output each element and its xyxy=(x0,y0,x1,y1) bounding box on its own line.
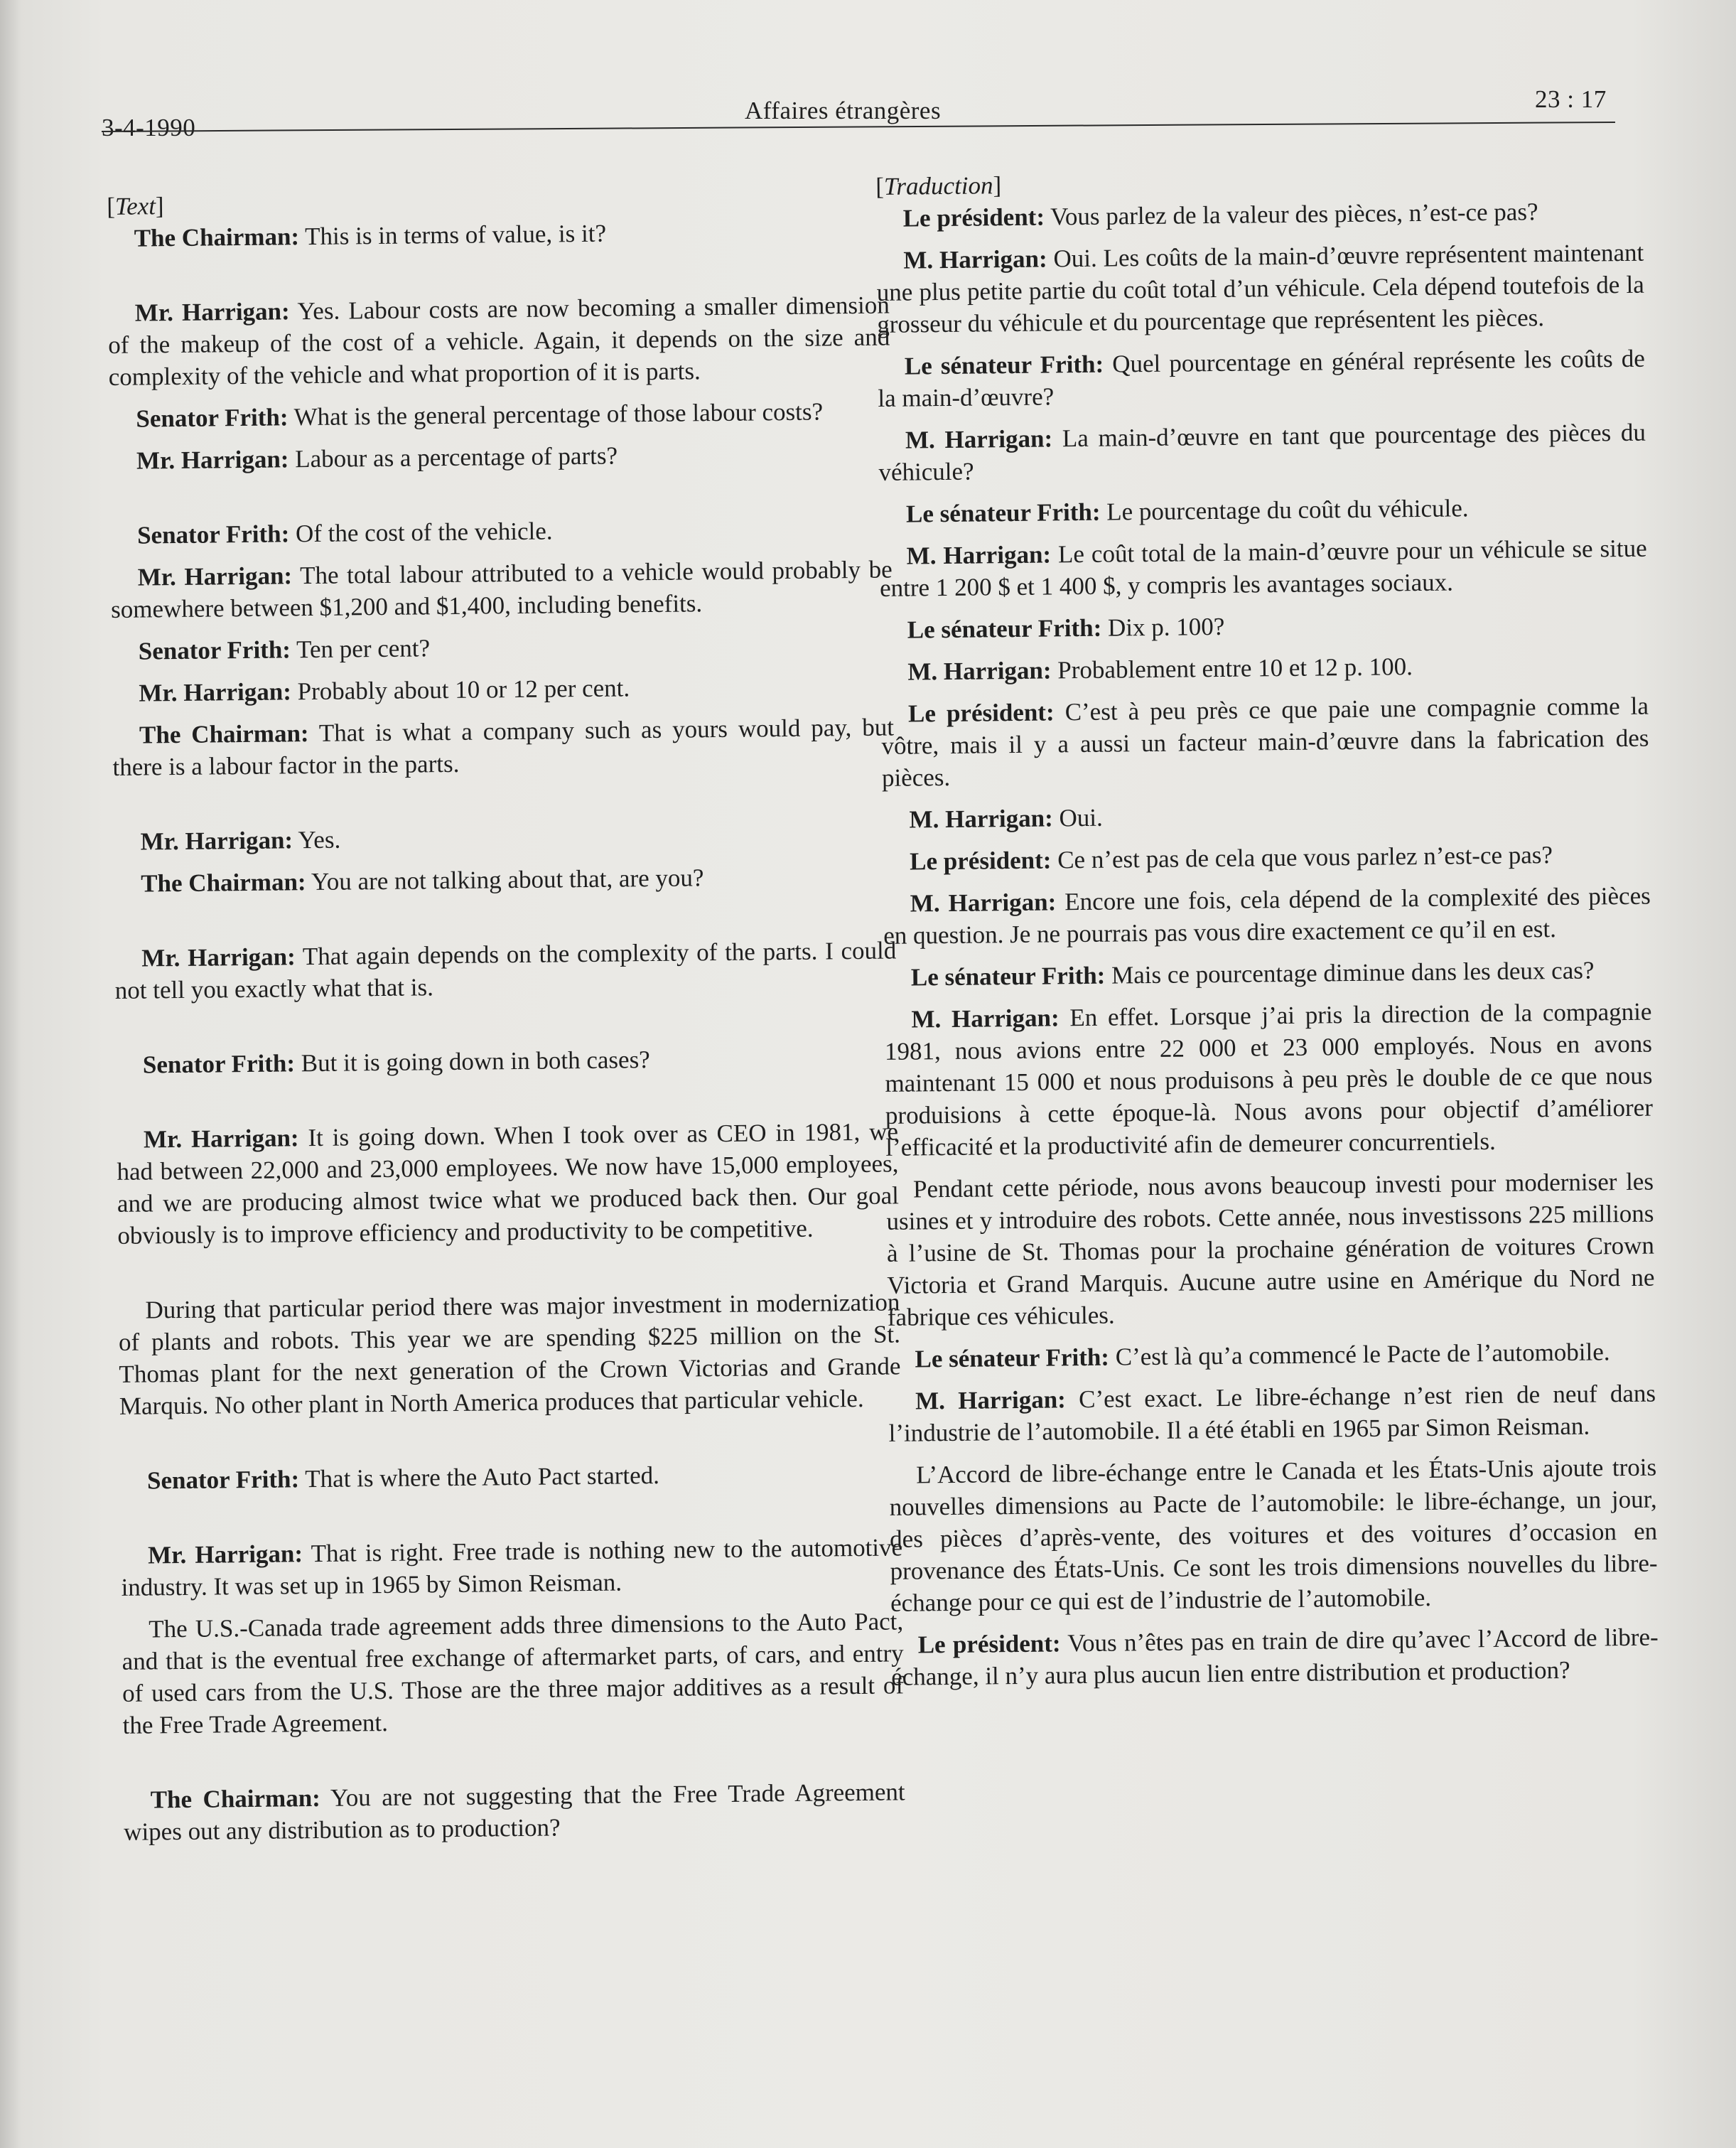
speech-text: What is the general percentage of those labour costs? xyxy=(288,397,824,431)
speaker-name: Le sénateur Frith: xyxy=(910,961,1106,992)
speech-text: Vous parlez de la valeur des pièces, n’est-ce pas? xyxy=(1044,198,1538,231)
transcript-paragraph xyxy=(108,289,890,393)
speaker-name: Le sénateur Frith: xyxy=(904,350,1104,380)
speaker-name: M. Harrigan: xyxy=(915,1385,1067,1415)
speaker-name: M. Harrigan: xyxy=(905,424,1053,454)
transcript-paragraph xyxy=(110,553,893,625)
column-tag: [Traduction] xyxy=(875,171,1002,200)
transcript-paragraph xyxy=(114,859,895,900)
speech-text: That again depends on the complexity of the parts. I could not tell you exactly what that is. xyxy=(114,936,897,1004)
speech-text: This is in terms of value, is it? xyxy=(298,219,607,251)
speech-text: Pendant cette période, nous avons beaucoup investi pour moderniser les usines et y introduire des robots. Cette année, nous investissons 225 millions à l’usine de St. Thomas pour la prochaine génération de voitures Crown Victoria et Grand Marquis. Aucune autre usine en Amérique du Nord ne fabrique ces véhicules. xyxy=(886,1167,1655,1331)
speech-text: That is what a company such as yours would pay, but there is a labour factor in the parts. xyxy=(112,713,895,781)
speaker-name: Mr. Harrigan: xyxy=(147,1540,303,1569)
french-column xyxy=(875,163,1659,1693)
speech-text: Ten per cent? xyxy=(290,634,431,664)
speaker-name: Mr. Harrigan: xyxy=(143,1124,299,1154)
column-tag-label: Traduction xyxy=(883,171,993,200)
transcript-paragraph xyxy=(889,1451,1658,1619)
speaker-name: Senator Frith: xyxy=(142,1049,296,1079)
speech-text: Mais ce pourcentage diminue dans les deux cas? xyxy=(1105,956,1595,989)
speech-text: Yes. Labour costs are now becoming a smaller dimension of the makeup of the cost of a vehicle. Again, it depends on the size and complexity of the vehicle and what proportion of it is parts. xyxy=(108,291,890,391)
transcript-paragraph xyxy=(888,1336,1655,1375)
speech-text: Probably about 10 or 12 per cent. xyxy=(291,674,630,706)
header-date: 3-4-1990 xyxy=(102,114,196,141)
speaker-name: Le sénateur Frith: xyxy=(915,1343,1110,1373)
transcript-paragraph xyxy=(876,237,1644,340)
speaker-name: Senator Frith: xyxy=(136,520,290,549)
speaker-name: Le président: xyxy=(907,698,1055,728)
speech-text: That is where the Auto Pact started. xyxy=(298,1461,660,1493)
page-edge-shadow xyxy=(0,0,21,2148)
speaker-name: The Chairman: xyxy=(150,1783,321,1814)
speech-text: Encore une fois, cela dépend de la complexité des pièces en question. Je ne pourrais pas vous dire exactement ce qu’il en est. xyxy=(883,881,1651,950)
speaker-name: Mr. Harrigan: xyxy=(139,677,292,707)
header-page-number: 23 : 17 xyxy=(1535,85,1607,113)
transcript-paragraph xyxy=(880,606,1648,646)
transcript-paragraph xyxy=(890,1621,1659,1693)
transcript-paragraph xyxy=(883,880,1651,952)
speaker-name: M. Harrigan: xyxy=(903,245,1047,274)
speech-text: C’est à peu près ce que paie une compagnie comme la vôtre, mais il y a aussi un facteur main-d’œuvre dans la fabrication des pièces. xyxy=(881,692,1649,792)
transcript-paragraph xyxy=(118,1286,901,1422)
speech-text: C’est exact. Le libre-échange n’est rien de neuf dans l’industrie de l’automobile. Il a été établi en 1965 par Simon Reisman. xyxy=(888,1379,1656,1447)
transcript-paragraph xyxy=(112,711,895,783)
speech-text: You are not suggesting that the Free Trade Agreement wipes out any distribution as to production? xyxy=(123,1778,905,1846)
speech-text: Probablement entre 10 et 12 p. 100. xyxy=(1051,653,1413,684)
speaker-name: Mr. Harrigan: xyxy=(136,445,289,475)
speech-text: Of the cost of the vehicle. xyxy=(289,517,553,548)
speech-text: Ce n’est pas de cela que vous parlez n’est-ce pas? xyxy=(1051,841,1553,874)
speech-text: C’est là qu’a commencé le Pacte de l’automobile. xyxy=(1109,1338,1610,1371)
column-tag: [Text] xyxy=(107,192,164,220)
transcript-paragraph xyxy=(116,1041,897,1081)
speaker-name: Mr. Harrigan: xyxy=(134,297,290,327)
speech-text: The U.S.-Canada trade agreement adds three dimensions to the Auto Pact, and that is the eventual free exchange of aftermarket parts, of cars, and entry of used cars from the U.S. Those are the three major additives as a result of the Free Trade Agreement. xyxy=(122,1607,905,1739)
column-tag-label: Text xyxy=(114,192,156,220)
transcript-paragraph xyxy=(884,954,1651,994)
transcript-paragraph xyxy=(881,690,1649,794)
transcript-paragraph xyxy=(883,838,1650,878)
transcript-paragraph xyxy=(878,417,1646,488)
speaker-name: Senator Frith: xyxy=(136,403,289,433)
speaker-name: The Chairman: xyxy=(139,719,309,749)
speech-text: La main-d’œuvre en tant que pourcentage des pièces du véhicule? xyxy=(878,418,1646,486)
transcript-paragraph xyxy=(879,532,1647,604)
speech-text: Yes. xyxy=(292,825,341,854)
speaker-name: Le sénateur Frith: xyxy=(907,613,1102,644)
speaker-name: M. Harrigan: xyxy=(909,804,1053,834)
speech-text: Le coût total de la main-d’œuvre pour un véhicule se situe entre 1 200 $ et 1 400 $, y compris les avantages sociaux. xyxy=(879,534,1647,602)
transcript-paragraph xyxy=(112,669,893,709)
speaker-name: M. Harrigan: xyxy=(911,1004,1060,1033)
english-column xyxy=(107,182,905,1847)
transcript-paragraph xyxy=(121,1531,903,1604)
speech-text: Labour as a percentage of parts? xyxy=(289,441,618,473)
transcript-paragraph xyxy=(888,1378,1656,1449)
transcript-paragraph xyxy=(109,394,890,435)
speaker-name: Mr. Harrigan: xyxy=(140,826,293,856)
transcript-paragraph xyxy=(880,648,1648,688)
speech-text: Oui. Les coûts de la main-d’œuvre représentent maintenant une plus petite partie du coût total d’un véhicule. Cela dépend toutefois de la grosseur du véhicule et du pourcentage que représentent les pièces. xyxy=(876,238,1644,338)
speaker-name: The Chairman: xyxy=(134,222,300,252)
speaker-name: Mr. Harrigan: xyxy=(137,562,293,591)
speech-text: L’Accord de libre-échange entre le Canada et les États-Unis ajoute trois nouvelles dimensions au Pacte de l’automobile: le libre-échange, un jour, des pièces d’après-vente, des voitures et des voitures d’occasion en provenance des États-Unis. Ce sont les trois dimensions nouvelles du libre-échange pour ce qui est de l’industrie de l’automobile. xyxy=(889,1453,1658,1617)
speech-text: Oui. xyxy=(1052,803,1103,832)
transcript-paragraph xyxy=(109,436,891,477)
speaker-name: Le président: xyxy=(917,1629,1061,1659)
speech-text: Vous n’êtes pas en train de dire qu’avec l’Accord de libre-échange, il n’y aura plus aucun lien entre distribution et production? xyxy=(890,1623,1659,1691)
transcript-paragraph xyxy=(117,1115,900,1252)
transcript-paragraph xyxy=(123,1776,905,1848)
transcript-paragraph xyxy=(112,627,893,667)
speech-text: But it is going down in both cases? xyxy=(294,1046,650,1078)
speech-text: En effet. Lorsque j’ai pris la direction de la compagnie 1981, nous avions entre 22 000 et 23 000 employés. Nous en avons maintenant 15 000 et nous produisons à peu près le double de ce que nous produisions à cette époque-là. Nous avons pour objectif d’améliorer l’efficacité et la productivité afin de demeurer concurrentiels. xyxy=(884,997,1654,1161)
transcript-paragraph xyxy=(879,490,1646,530)
transcript-paragraph xyxy=(114,934,897,1006)
transcript-paragraph xyxy=(120,1456,902,1497)
speaker-name: M. Harrigan: xyxy=(907,656,1052,686)
speech-text: The total labour attributed to a vehicle would probably be somewhere between $1,200 and $1,400, including benefits. xyxy=(110,555,893,623)
speech-text: You are not talking about that, are you? xyxy=(306,864,704,896)
transcript-paragraph xyxy=(110,511,892,552)
speech-text: Dix p. 100? xyxy=(1101,612,1225,642)
transcript-paragraph xyxy=(882,796,1649,836)
speaker-name: Le président: xyxy=(902,203,1045,232)
header-title: Affaires étrangères xyxy=(745,97,942,124)
speaker-name: Senator Frith: xyxy=(138,635,291,665)
transcript-paragraph xyxy=(878,343,1646,414)
transcript-paragraph xyxy=(886,1166,1655,1333)
speech-text: During that particular period there was major investment in modernization of plants and robots. This year we are spending $225 million on the St. Thomas plant for the next generation of the Crown Victorias and Grande Marquis. No other plant in North America produces that particular vehicle. xyxy=(118,1288,901,1420)
speech-text: That is right. Free trade is nothing new to the automotive industry. It was set up in 1965 by Simon Reisman. xyxy=(121,1533,903,1601)
speaker-name: Le président: xyxy=(909,846,1052,876)
speaker-name: Le sénateur Frith: xyxy=(905,498,1101,528)
speaker-name: The Chairman: xyxy=(141,868,306,898)
transcript-paragraph xyxy=(122,1605,905,1741)
speech-text: Quel pourcentage en général représente les coûts de la main-d’œuvre? xyxy=(878,344,1646,412)
speech-text: It is going down. When I took over as CEO in 1981, we had between 22,000 and 23,000 employees. We now have 15,000 employees, and we are producing almost twice what we produced back then. Our goal obviously is to improve efficiency and productivity to be competitive. xyxy=(117,1117,900,1250)
speaker-name: Senator Frith: xyxy=(146,1465,300,1495)
speaker-name: M. Harrigan: xyxy=(906,540,1052,570)
transcript-paragraph xyxy=(884,996,1653,1164)
speech-text: Le pourcentage du coût du véhicule. xyxy=(1100,494,1469,526)
transcript-paragraph xyxy=(113,817,895,858)
speaker-name: M. Harrigan: xyxy=(910,888,1057,918)
speaker-name: Mr. Harrigan: xyxy=(141,943,296,972)
